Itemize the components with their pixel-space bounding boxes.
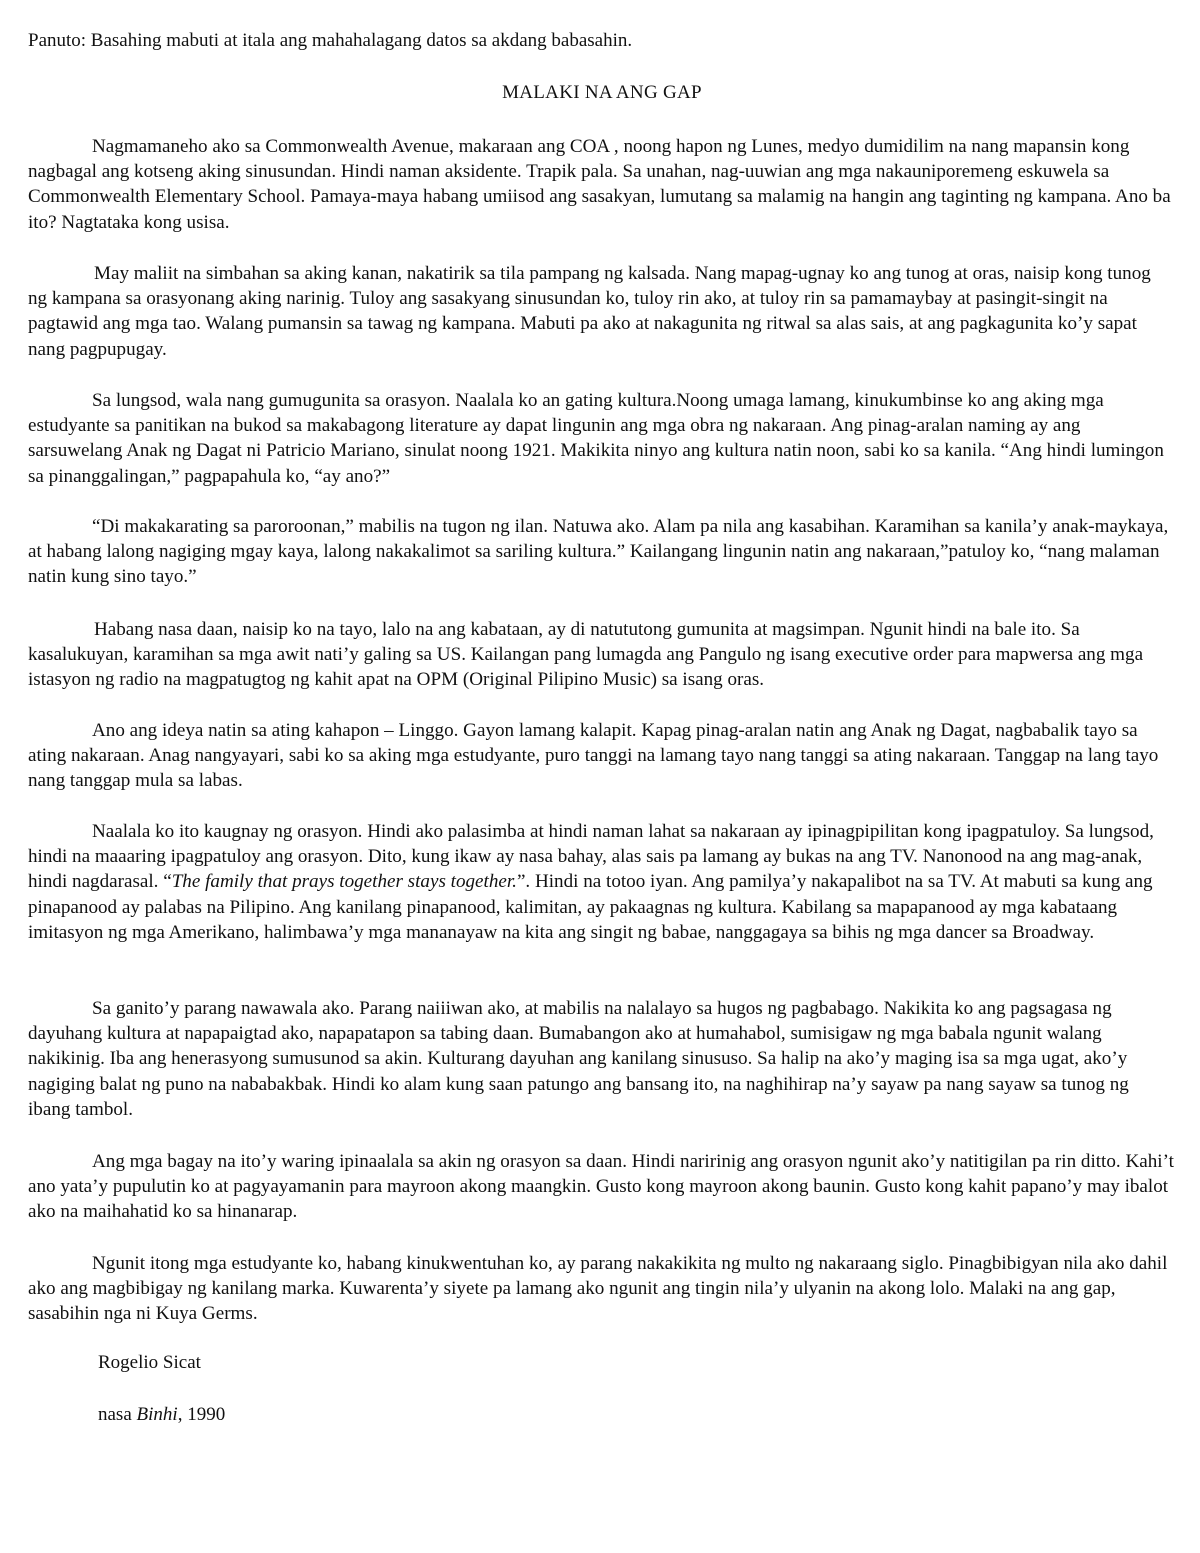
paragraph-7-italic-quote: The family that prays together stays together. — [171, 871, 517, 893]
paragraph-7 — [28, 819, 1174, 945]
paragraph-9: Ang mga bagay na ito’y waring ipinaalala sa akin ng orasyon sa daan. Hindi naririnig ang orasyon ngunit ako’y natitigilan pa rin ditto. Kahi’t ano yata’y pupulutin ko at pagyayamanin para mayroon akong maangkin. Gusto kong mayroon akong baunin. Gusto kong kahit papano’y may ibalot ako na maihahatid ko sa hinanarap. — [28, 1151, 1174, 1223]
paragraph-6: Ano ang ideya natin sa ating kahapon – Linggo. Gayon lamang kalapit. Kapag pinag-aralan natin ang Anak ng Dagat, nagbabalik tayo sa ating nakaraan. Anag nangyayari, sabi ko sa aking mga estudyante, puro tanggi na lamang tayo nang tanggi sa ating nakaraan. Tanggap na lang tayo nang tanggap mula sa labas. — [28, 720, 1159, 792]
paragraph-4: “Di makakarating sa paroroonan,” mabilis na tugon ng ilan. Natuwa ako. Alam pa nila ang kasabihan. Karamihan sa kanila’y anak-maykaya, at habang lalong nagiging mgay kaya, lalong nakakalimot sa sariling kultura.” Kailangang lingunin natin ang nakaraan,”patuloy ko, “nang malaman natin kung sino tayo.” — [28, 516, 1169, 588]
essay-title: MALAKI NA ANG GAP — [502, 82, 702, 103]
paragraph-1: Nagmamaneho ako sa Commonwealth Avenue, makaraan ang COA , noong hapon ng Lunes, medyo dumidilim na nang mapansin kong nagbagal ang kotseng aking sinusundan. Hindi naman aksidente. Trapik pala. Sa unahan, nag-uuwian ang mga nakauniporemeng eskuwela sa Commonwealth Elementary School. Pamaya-maya habang umiisod ang sasakyan, lumutang sa malamig na hangin ang taginting ng kampana. Ano ba ito? Nagtataka kong usisa. — [28, 136, 1171, 233]
source-citation — [98, 1402, 225, 1428]
paragraph-2: May maliit na simbahan sa aking kanan, nakatirik sa tila pampang ng kalsada. Nang mapag-ugnay ko ang tunog at oras, naisip kong tunog ng kampana sa orasyonang aking narinig. Tuloy ang sasakyang sinusundan ko, tuloy rin ako, at tuloy rin sa pamamaybay at pasingit-singit na pagtawid ang mga tao. Walang pumansin sa tawag ng kampana. Mabuti pa ako at nakagunita ng ritwal sa alas sais, at ang pagkagunita ko’y sapat nang pagpupugay. — [28, 263, 1151, 360]
instruction-text: Panuto: Basahing mabuti at itala ang mahahalagang datos sa akdang babasahin. — [28, 30, 633, 51]
author-name: Rogelio Sicat — [98, 1352, 201, 1373]
source-prefix: nasa — [98, 1404, 137, 1425]
paragraph-5: Habang nasa daan, naisip ko na tayo, lalo na ang kabataan, ay di natututong gumunita at magsimpan. Ngunit hindi na bale ito. Sa kasalukuyan, karamihan sa mga awit nati’y galing sa US. Kailangan pang lumagda ang Pangulo ng isang executive order para mapwersa ang mga istasyon ng radio na magpatugtog ng kahit apat na OPM (Original Pilipino Music) sa isang oras. — [28, 619, 1144, 691]
source-suffix: , 1990 — [177, 1404, 226, 1425]
paragraph-8: Sa ganito’y parang nawawala ako. Parang naiiiwan ako, at mabilis na nalalayo sa hugos ng pagbabago. Nakikita ko ang pagsagasa ng dayuhang kultura at napapaigtad ako, napapatapon sa tabing daan. Bumabangon ako at humahabol, sumisigaw ng mga babala ngunit walang nakikinig. Iba ang henerasyong sumusunod sa akin. Kulturang dayuhan ang kanilang sinususo. Sa halip na ako’y maging isa sa mga ugat, ako’y nagiging balat ng puno na nababakbak. Hindi ko alam kung saan patungo ang bansang ito, na naghihirap na’y sayaw pa nang sayaw sa tunog ng ibang tambol. — [28, 998, 1129, 1120]
source-publication: Binhi — [136, 1404, 178, 1425]
paragraph-3: Sa lungsod, wala nang gumugunita sa orasyon. Naalala ko an gating kultura.Noong umaga lamang, kinukumbinse ko ang aking mga estudyante sa panitikan na bukod sa makabagong literature ay dapat lingunin ang mga obra ng nakaraan. Ang pinag-aralan naming ay ang sarsuwelang Anak ng Dagat ni Patricio Mariano, sinulat noong 1921. Makikita ninyo ang kultura natin noon, sabi ko sa kanila. “Ang hindi lumingon sa pinanggalingan,” pagpapahula ko, “ay ano?” — [28, 390, 1164, 487]
paragraph-10: Ngunit itong mga estudyante ko, habang kinukwentuhan ko, ay parang nakakikita ng multo ng nakaraang siglo. Pinagbibigyan nila ako dahil ako ang magbibigay ng kanilang marka. Kuwarenta’y siyete pa lamang ako ngunit ang tingin nila’y ulyanin na akong lolo. Malaki na ang gap, sasabihin nga ni Kuya Germs. — [28, 1253, 1168, 1325]
paragraph-7-part-1: Naalala ko ito kaugnay ng orasyon. Hindi ako palasimba at hindi naman lahat sa nakaraan ay ipinagpipilitan kong ipagpatuloy. Sa lungsod, hindi na maaaring ipagpatuloy ang orasyon. Dito, kung ikaw ay nasa bahay, alas sais pa lamang ay bukas na ang TV. Nanonood na ang mag-anak, hindi nagdarasal. “ — [28, 821, 1154, 893]
paragraph-7-part-2: ”. Hindi na totoo iyan. Ang pamilya’y nakapalibot na sa TV. At mabuti sa kung ang pinapanood ay palabas na Pilipino. Ang kanilang pinapanood, kalimitan, ay pakaagnas ng kultura. Kabilang sa mapapanood ay mga kabataang imitasyon ng mga Amerikano, halimbawa’y mga mananayaw na kita ang singit ng babae, nanggagaya sa bihis ng mga dancer sa Broadway. — [28, 871, 1153, 943]
